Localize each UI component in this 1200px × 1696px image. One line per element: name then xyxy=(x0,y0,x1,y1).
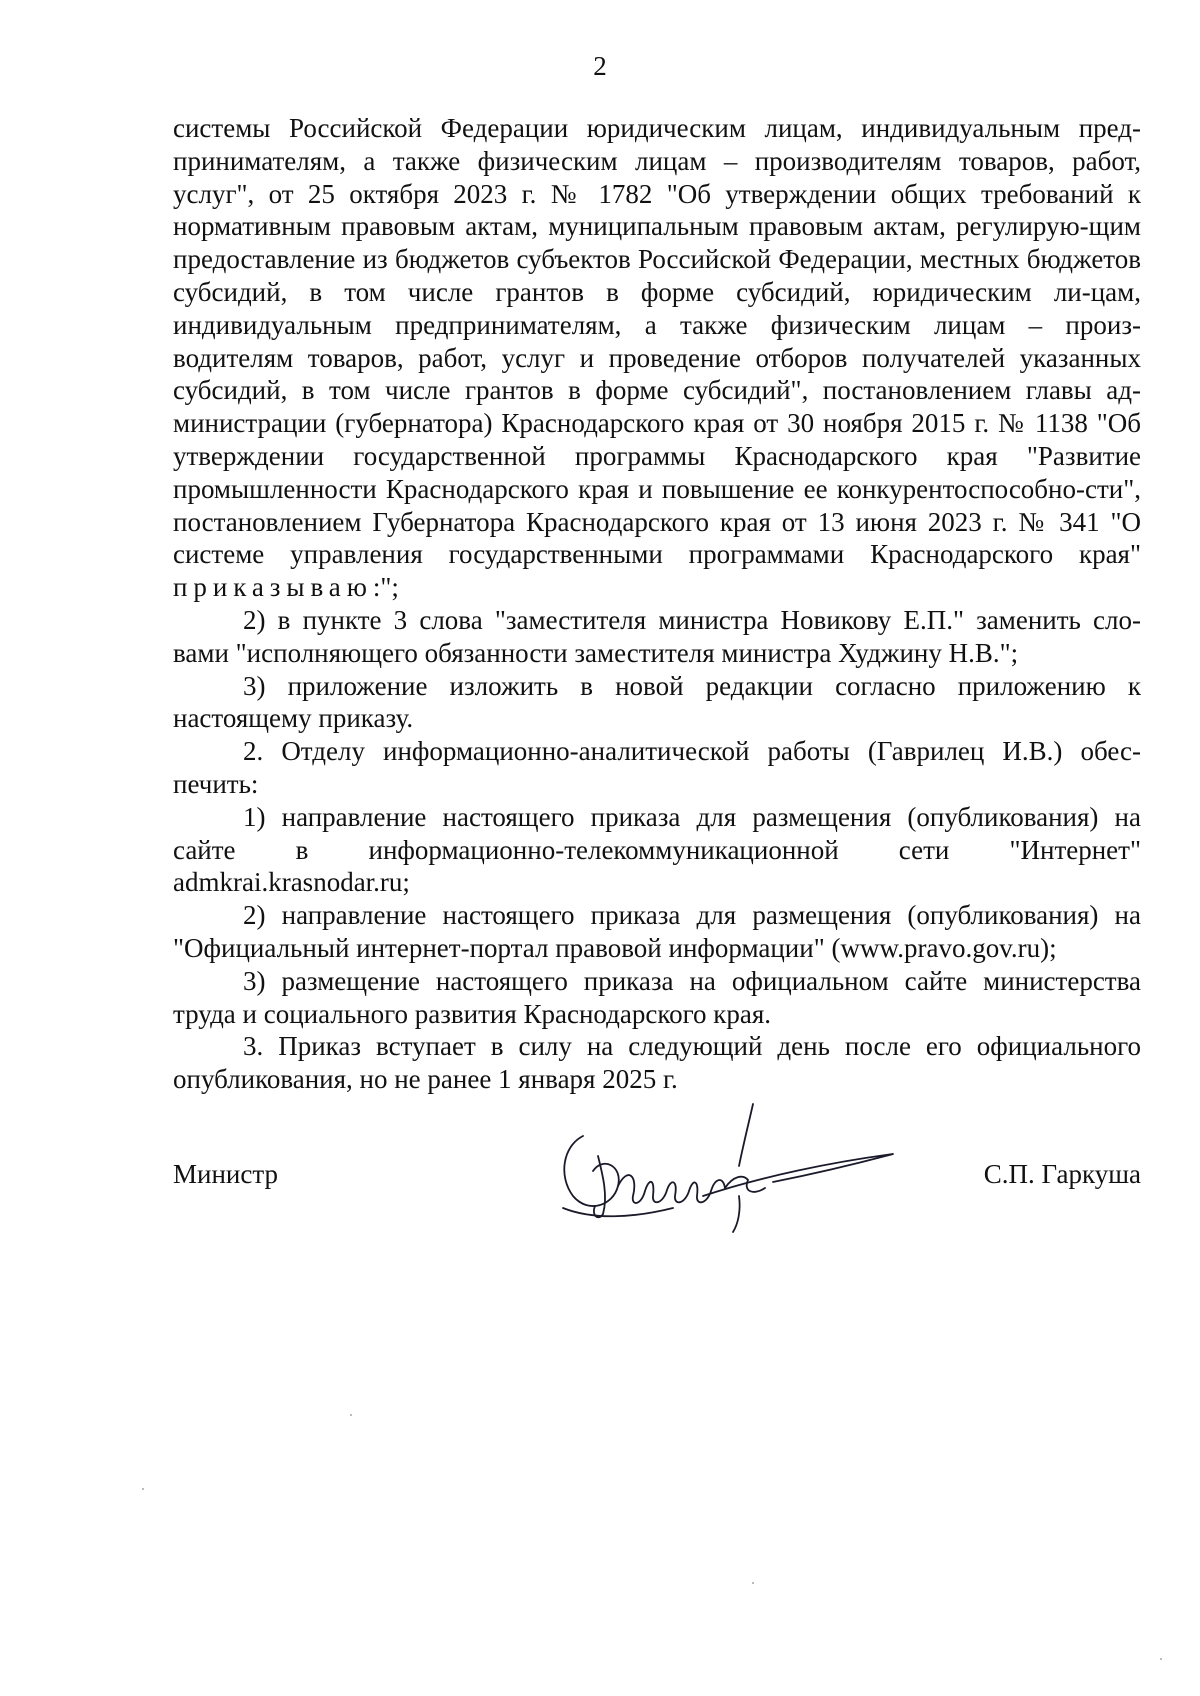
paragraph-section-3: 3. Приказ вступает в силу на следующий день после его официального опубликования, но не ранее 1 января 2025 г. xyxy=(173,1031,1141,1095)
paragraph-legal-basis xyxy=(173,112,1141,604)
paragraph-item-2-3: 3) размещение настоящего приказа на официальном сайте министерства труда и социального развития Краснодарского края. xyxy=(173,965,1141,1029)
document-body xyxy=(173,112,1141,1096)
scan-speck xyxy=(1160,1658,1162,1660)
signature-block xyxy=(173,1140,1141,1240)
paragraph-section-2: 2. Отделу информационно-аналитической работы (Гаврилец И.В.) обес-печить: xyxy=(173,736,1141,799)
signatory-name: С.П. Гаркуша xyxy=(983,1159,1141,1189)
scan-speck xyxy=(752,1582,754,1584)
page-number: 2 xyxy=(593,51,607,81)
paragraph-item-2-1: 1) направление настоящего приказа для размещения (опубликования) на сайте в информационно-телекоммуникационной сети "Интернет" admkrai.krasnodar.ru; xyxy=(173,801,1141,898)
paragraph-legal-basis-text: системы Российской Федерации юридическим лицам, индивидуальным пред-принимателям, а также физическим лицам – производителям товаров, работ, услуг", от 25 октября 2023 г. № 1782 "Об утверждении общих требований к нормативным правовым актам, муниципальным правовым актам, регулирую-щим предоставление из бюджетов субъектов Российской Федерации, местных бюджетов субсидий, в том числе грантов в форме субсидий, юридическим ли-цам, индивидуальным предпринимателям, а также физическим лицам – произ-водителям товаров, работ, услуг и проведение отборов получателей указанных субсидий, в том числе грантов в форме субсидий", постановлением главы ад-министрации (губернатора) Краснодарского края от 30 ноября 2015 г. № 1138 "Об утверждении государственной программы Краснодарского края "Развитие промышленности Краснодарского края и повышение ее конкурентоспособно-сти", постановлением Губернатора Краснодарского края от 13 июня 2023 г. № 341 "О системе управления государственными программами Краснодарского края" xyxy=(173,113,1141,570)
paragraph-item-1-2: 2) в пункте 3 слова "заместителя министра Новикову Е.П." заменить сло-вами "исполняющего обязанности заместителя министра Худжину Н.В."; xyxy=(173,604,1141,668)
scan-speck xyxy=(350,1414,352,1416)
paragraph-item-1-3: 3) приложение изложить в новой редакции согласно приложению к настоящему приказу. xyxy=(173,670,1141,734)
signatory-title: Министр xyxy=(173,1159,278,1189)
order-word: приказываю xyxy=(173,572,373,603)
scan-speck xyxy=(142,1488,144,1490)
paragraph-item-2-2: 2) направление настоящего приказа для размещения (опубликования) на "Официальный интернет-портал правовой информации" (www.pravo.gov.ru); xyxy=(173,900,1141,963)
handwritten-signature xyxy=(503,1096,943,1246)
order-word-suffix: :"; xyxy=(372,572,399,603)
